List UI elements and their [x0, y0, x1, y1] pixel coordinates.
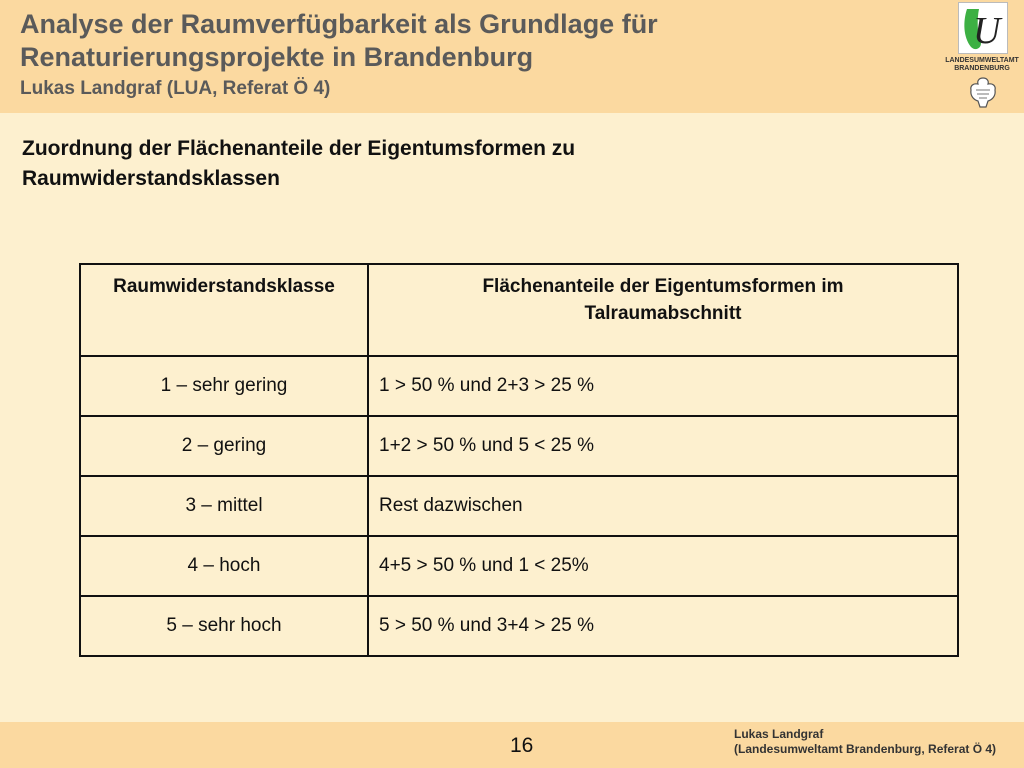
slide-title-line-1: Analyse der Raumverfügbarkeit als Grundlage für: [20, 9, 658, 39]
cell-anteile: 1 > 50 % und 2+3 > 25 %: [368, 356, 958, 416]
cell-klasse: 1 – sehr gering: [80, 356, 368, 416]
table-row: [80, 356, 958, 416]
footer-author: Lukas Landgraf: [734, 727, 824, 741]
cell-anteile: Rest dazwischen: [368, 476, 958, 536]
logo-text-line-2: BRANDENBURG: [954, 65, 1010, 72]
section-heading-line-1: Zuordnung der Flächenanteile der Eigentumsformen zu: [22, 137, 576, 160]
cell-anteile: 1+2 > 50 % und 5 < 25 %: [368, 416, 958, 476]
page-number: 16: [510, 734, 534, 757]
slide-title-line-2: Renaturierungsprojekte in Brandenburg: [20, 42, 534, 72]
table-row: [80, 416, 958, 476]
header-flaechenanteile-line-1: Flächenanteile der Eigentumsformen im: [482, 276, 844, 297]
section-heading: [22, 134, 782, 194]
header-raumwiderstandsklasse: Raumwiderstandsklasse: [80, 264, 368, 356]
logo-mark: [958, 2, 1008, 54]
logo-letter: U: [973, 10, 1001, 52]
landesumweltamt-logo: [940, 2, 1024, 110]
table-header-row: [80, 264, 958, 356]
logo-u-icon: [959, 3, 1007, 53]
cell-klasse: 2 – gering: [80, 416, 368, 476]
cell-klasse: 5 – sehr hoch: [80, 596, 368, 656]
cell-anteile: 5 > 50 % und 3+4 > 25 %: [368, 596, 958, 656]
cell-anteile: 4+5 > 50 % und 1 < 25%: [368, 536, 958, 596]
cell-klasse: 3 – mittel: [80, 476, 368, 536]
logo-text-line-1: LANDESUMWELTAMT: [945, 57, 1019, 64]
table-row: [80, 476, 958, 536]
footer-affiliation: (Landesumweltamt Brandenburg, Referat Ö 4): [734, 742, 997, 756]
section-heading-line-2: Raumwiderstandsklassen: [22, 167, 280, 190]
slide-subtitle: Lukas Landgraf (LUA, Referat Ö 4): [20, 78, 331, 99]
brandenburg-eagle-icon: [968, 76, 998, 110]
logo-text: [940, 57, 1024, 73]
table-row: [80, 536, 958, 596]
header-flaechenanteile-line-2: Talraumabschnitt: [584, 303, 742, 324]
header-flaechenanteile: [368, 264, 958, 356]
slide-title: [20, 8, 920, 74]
table-row: [80, 596, 958, 656]
footer-credit: [734, 727, 996, 757]
raumwiderstand-table: [79, 263, 959, 657]
cell-klasse: 4 – hoch: [80, 536, 368, 596]
